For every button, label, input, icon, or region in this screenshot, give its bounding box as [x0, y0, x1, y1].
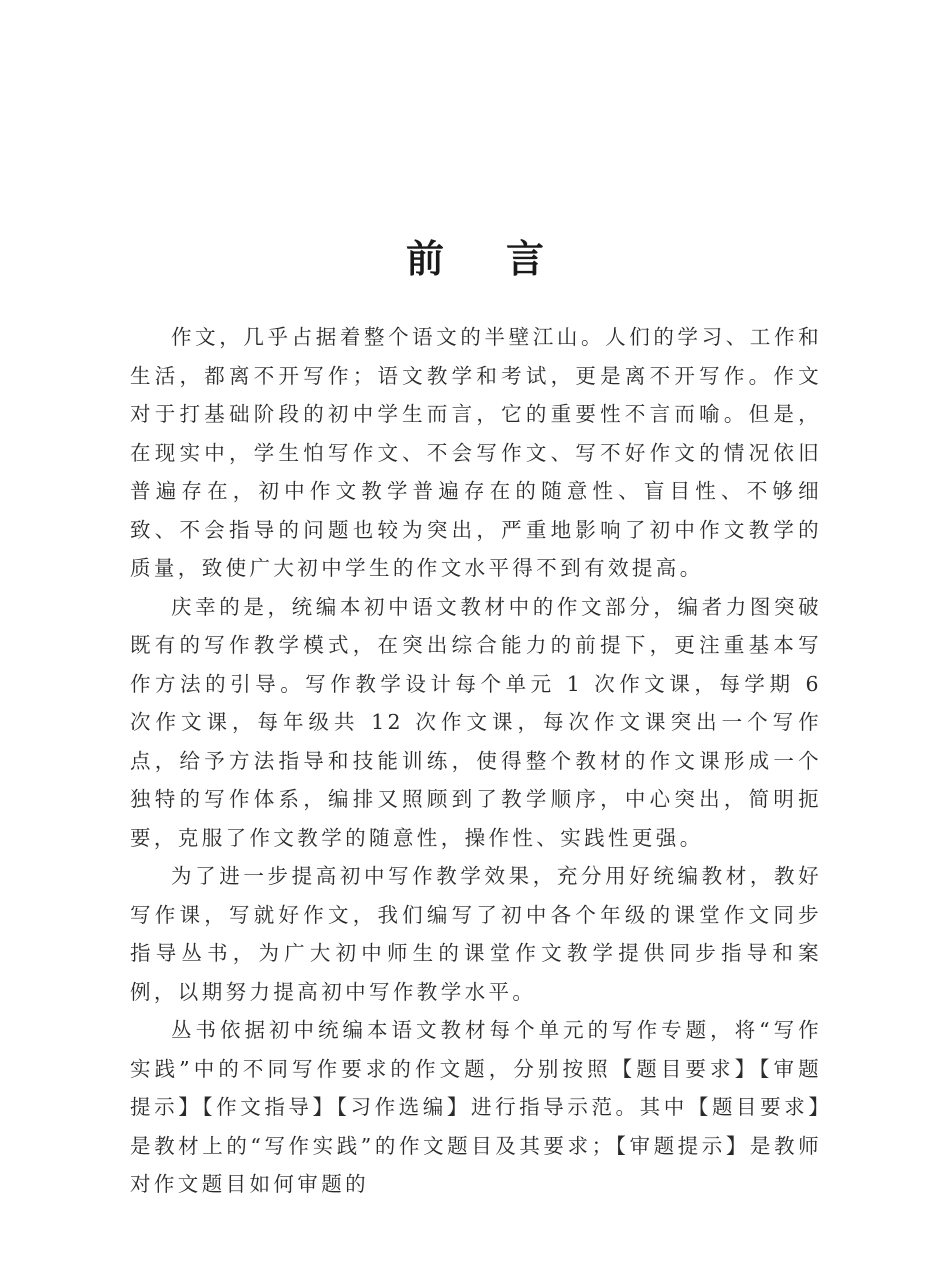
preface-body: [130, 318, 822, 1204]
paragraph-2: 庆幸的是，统编本初中语文教材中的作文部分，编者力图突破既有的写作教学模式，在突出综合能力的前提下，更注重基本写作方法的引导。写作教学设计每个单元 1 次作文课，每学期 6 次作文课，每年级共 12 次作文课，每次作文课突出一个写作点，给予方法指导和技能训练，使得整个教材的作文课形成一个独特的写作体系，编排又照顾到了教学顺序，中心突出，简明扼要，克服了作文教学的随意性，操作性、实践性更强。: [130, 594, 822, 850]
paragraph-3: 为了进一步提高初中写作教学效果，充分用好统编教材，教好写作课，写就好作文，我们编写了初中各个年级的课堂作文同步指导丛书，为广大初中师生的课堂作文教学提供同步指导和案例，以期努力提高初中写作教学水平。: [130, 864, 822, 1004]
paragraph-4: 丛书依据初中统编本语文教材每个单元的写作专题，将“写作实践”中的不同写作要求的作文题，分别按照【题目要求】【审题提示】【作文指导】【习作选编】进行指导示范。其中【题目要求】是教材上的“写作实践”的作文题目及其要求；【审题提示】是教师对作文题目如何审题的: [130, 1018, 822, 1196]
page-title: 前言: [405, 236, 606, 282]
paragraph-1: 作文，几乎占据着整个语文的半壁江山。人们的学习、工作和生活，都离不开写作；语文教学和考试，更是离不开写作。作文对于打基础阶段的初中学生而言，它的重要性不言而喻。但是，在现实中，学生怕写作文、不会写作文、写不好作文的情况依旧普遍存在，初中作文教学普遍存在的随意性、盲目性、不够细致、不会指导的问题也较为突出，严重地影响了初中作文教学的质量，致使广大初中学生的作文水平得不到有效提高。: [130, 325, 822, 580]
